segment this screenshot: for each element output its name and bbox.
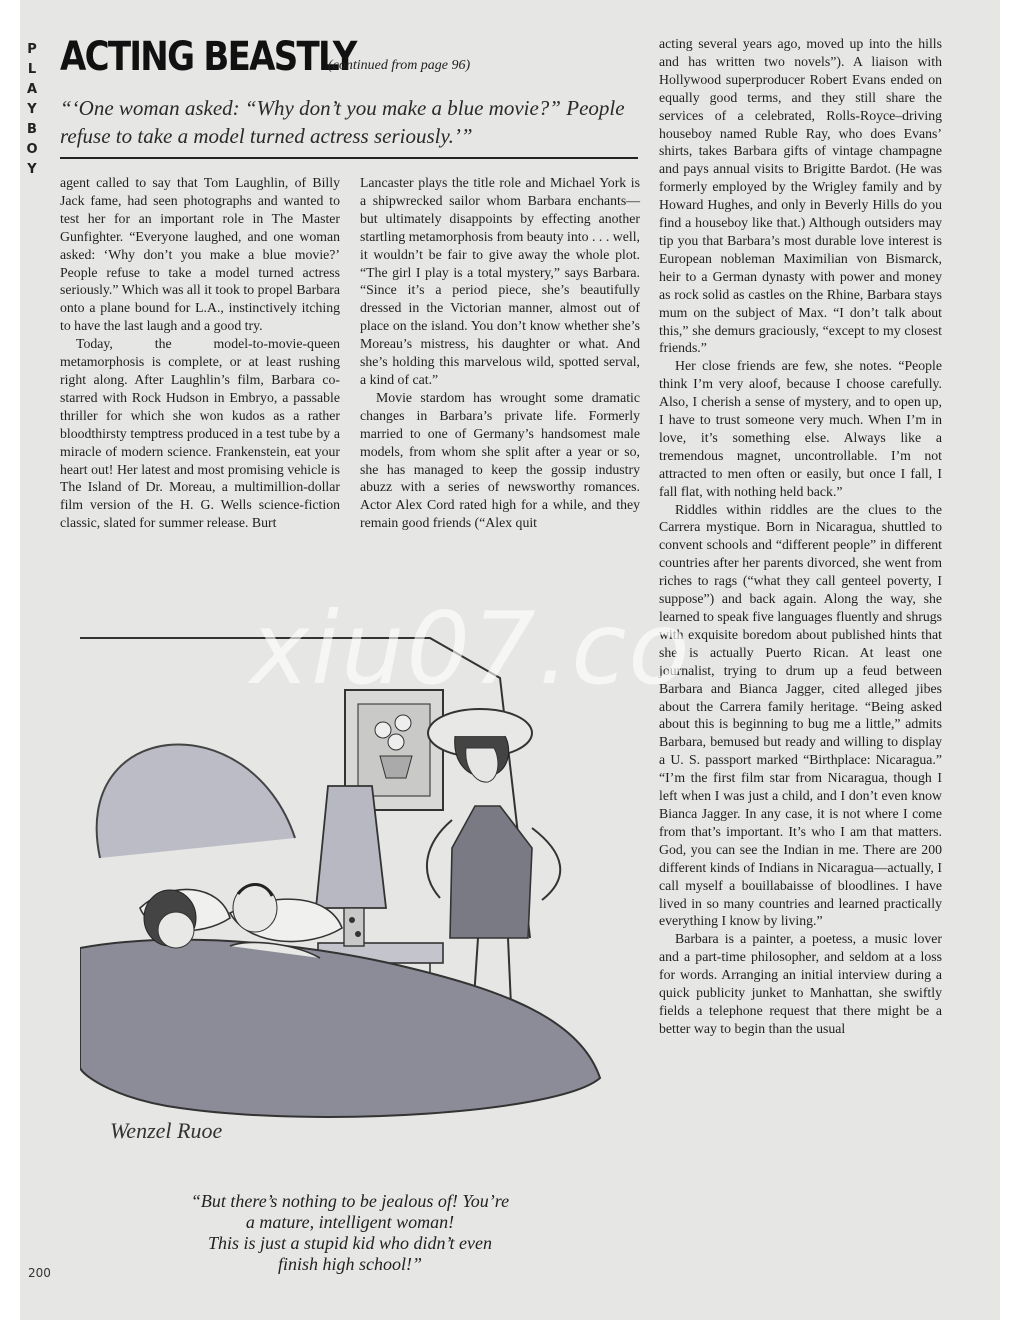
watermark: xiu07.co — [250, 590, 692, 707]
paragraph: Her close friends are few, she notes. “People think I’m very aloof, because I choose carefully. Also, I cherish a sense of mystery, and to open up, I have to trust someone very much. When I’m in love, it’s something else. Always like a tremendous magnet, uncontrollable. I’m not attracted to men often or easily, but once I fall, I fall flat, with nothing held back.” — [659, 358, 942, 499]
side-label-letter: A — [26, 82, 38, 97]
caption-line: This is just a stupid kid who didn’t even — [207, 1233, 492, 1253]
side-label-text — [22, 40, 42, 180]
paragraph: acting several years ago, moved up into the hills and has written two novels”). A liaison with Hollywood superproducer Robert Evans ended on equally good terms, and they still share the services of a celebrated, Rolls-Royce–driving houseboy named Ruble Ray, who does Evans’ shirts, takes Barbara gifts of vintage champagne and pays annual visits to Brigitte Bardot. (He was formerly employed by the Wrigley family and by Howard Hughes, and only in Beverly Hills do you find a houseboy like that.) Although outsiders may tip you that Barbara’s most durable love interest is European nobleman Maximilian von Bismarck, heir to a German dynasty with power and money as rock solid as castles on the Rhine, Barbara stays mum on the subject of Max. “I don’t talk about this,” she demurs graciously, “except to my closest friends.” — [659, 36, 942, 356]
caption-line: finish high school!” — [277, 1254, 422, 1274]
artist-signature: Wenzel Ruoe — [110, 1118, 223, 1143]
magazine-side-label — [22, 40, 42, 180]
paragraph: Barbara is a painter, a poetess, a music lover and a part-time philosopher, and seldom at a loss for words. Arranging an initial interview during a quick publicity junket to Manhattan, she swiftly fields a telephone request that there might be a better way to begin than the usual — [659, 931, 942, 1036]
pull-quote: “‘One woman asked: “Why don’t you make a blue movie?” People refuse to take a model turned actress seriously.’” — [60, 96, 625, 148]
paragraph: Today, the model-to-movie-queen metamorphosis is complete, or at least rushing right along. After Laughlin’s film, Barbara co-starred with Rock Hudson in Embryo, a passable thriller for which she won kudos as a rather bloodthirsty temptress produced in a test tube by a miracle of modern science. Frankenstein, eat your heart out! Her latest and most promising vehicle is The Island of Dr. Moreau, a multimillion-dollar film version of the H. G. Wells science-fiction classic, slated for summer release. Burt — [60, 336, 340, 531]
paragraph: agent called to say that Tom Laughlin, of Billy Jack fame, had seen photographs and wanted to test her for an important role in The Master Gunfighter. “Everyone laughed, and one woman asked: ‘Why don’t you make a blue movie?’ People refuse to take a model turned actress seriously.” Which was all it took to propel Barbara onto a plane bound for L.A., instinctively itching to have the last laugh and a good try. — [60, 175, 340, 334]
text-column-1 — [60, 174, 340, 532]
article-title: ACTING BEASTLY — [60, 34, 356, 80]
side-label-letter: P — [27, 42, 37, 57]
caption-line: “But there’s nothing to be jealous of! You’re — [190, 1191, 510, 1211]
cartoon-caption — [150, 1191, 550, 1275]
side-label-letter: O — [26, 142, 38, 157]
text-column-2 — [360, 174, 640, 532]
side-label-letter: Y — [27, 162, 37, 177]
side-label-letter: B — [27, 122, 37, 137]
paragraph: Movie stardom has wrought some dramatic changes in Barbara’s private life. Formerly married to one of Germany’s handsomest male models, from whom she split after a year or so, she has managed to keep the gossip industry abuzz with a series of newsworthy romances. Actor Alex Cord rated high for a while, and they remain good friends (“Alex quit — [360, 389, 640, 531]
side-label-letter: L — [27, 62, 37, 77]
page-number: 200 — [28, 1266, 51, 1280]
text-column-3 — [659, 35, 942, 1038]
continued-note: (continued from page 96) — [328, 58, 471, 73]
caption-line: a mature, intelligent woman! — [245, 1212, 455, 1232]
paragraph: Lancaster plays the title role and Michael York is a shipwrecked sailor whom Barbara enchants—but ultimately disappoints by effecting another startling metamorphosis from beauty into . . . well, it wouldn’t be fair to give away the whole plot. “The girl I play is a total mystery,” says Barbara. “Since it’s a period piece, she’s beautifully dressed in the Victorian manner, almost out of place on the island. You don’t know whether she’s Moreau’s mistress, his daughter or what. And she’s holding this marvelous wild, spotted serval, a kind of cat.” — [360, 175, 640, 387]
pull-quote-rule — [60, 157, 638, 159]
paragraph: Riddles within riddles are the clues to the Carrera mystique. Born in Nicaragua, shuttled to convent schools and “different people” in different countries after her parents divorced, she went from riches to rags (“what they call genteel poverty, I suppose”) and back again. Along the way, she learned to speak five languages fluently and shrugs with exquisite boredom about published hints that she is actually Puerto Rican. At least one journalist, trying to drum up a feud between Barbara and Bianca Jagger, cited alleged jibes about the Carrera family heritage. “Being asked about this is beginning to bug me a little,” admits Barbara, bemused but ready and willing to display a U. S. passport marked “Birthplace: Nicaragua.” “I’m the first film star from Nicaragua, though I left when I was just a child, and I don’t even know Bianca Jagger. In any case, it is not where I come from that’s important. It’s who I am that matters. God, you can see the Indian in me. There are 200 different kinds of Indians in Nicaragua—actually, I call myself a bouillabaisse of bloodlines. I have lived in so many countries and learned practically everything I know by living.” — [659, 501, 942, 929]
side-label-letter: Y — [27, 102, 37, 117]
